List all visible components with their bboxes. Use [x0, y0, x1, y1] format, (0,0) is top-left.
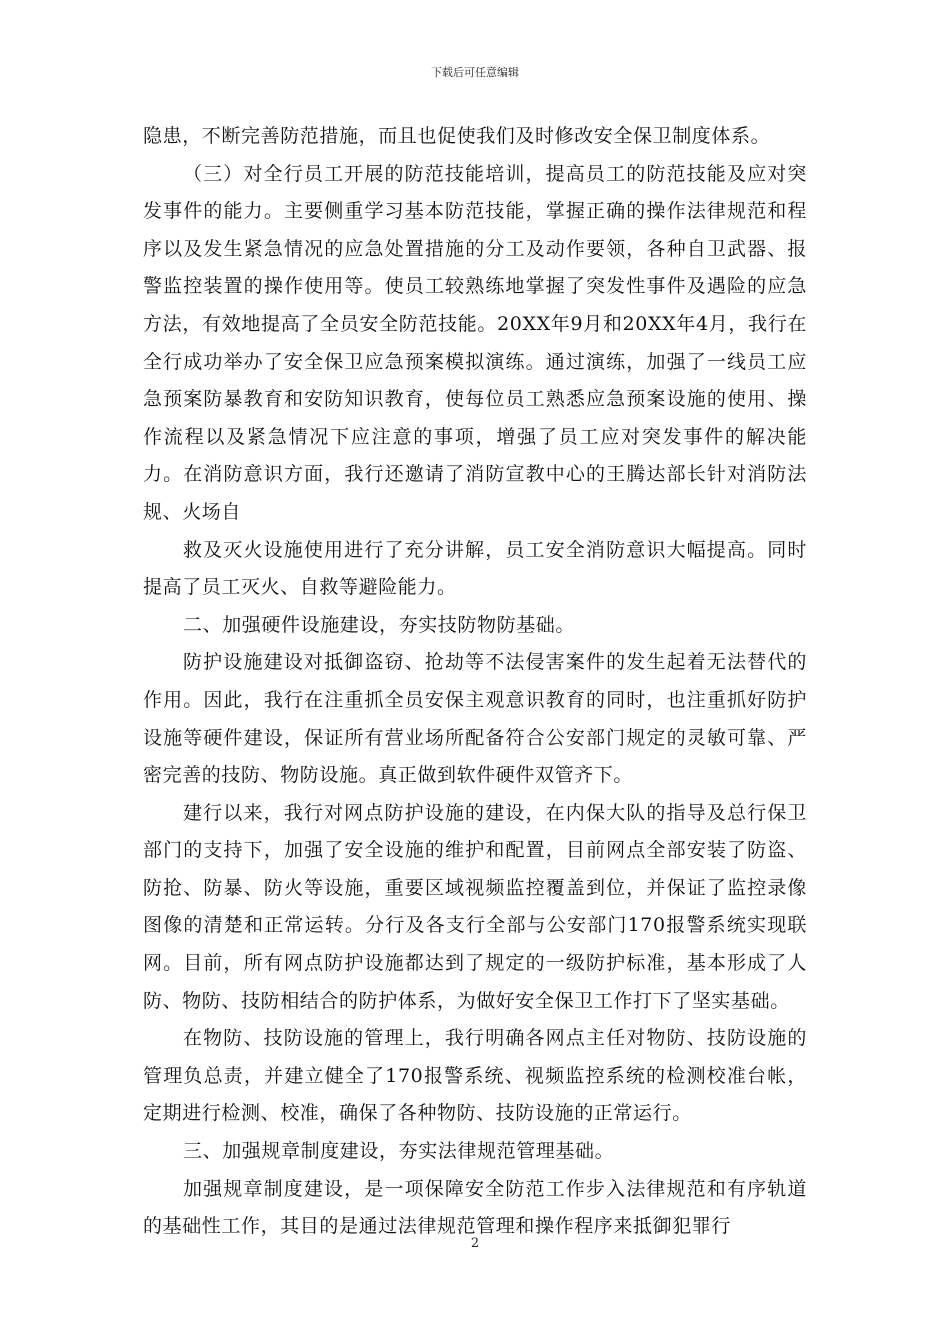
paragraph-5: 建行以来，我行对网点防护设施的建设，在内保大队的指导及总行保卫部门的支持下，加强了安全设施的维护和配置，目前网点全部安装了防盗、防抢、防暴、防火等设施，重要区域视频监控覆盖到位，并保证了监控录像图像的清楚和正常运转。分行及各支行全部与公安部门170报警系统实现联网。目前，所有网点防护设施都达到了规定的一级防护标准，基本形成了人防、物防、技防相结合的防护体系，为做好安全保卫工作打下了坚实基础。 [143, 801, 807, 1012]
page-number: 2 [470, 1236, 480, 1251]
section-heading-3: 三、加强规章制度建设，夯实法律规范管理基础。 [183, 1140, 615, 1163]
paragraph-6: 在物防、技防设施的管理上，我行明确各网点主任对物防、技防设施的管理负总责，并建立健全了170报警系统、视频监控系统的检测校准台帐，定期进行检测、校准，确保了各种物防、技防设施的正常运行。 [143, 1027, 807, 1125]
paragraph-7: 加强规章制度建设，是一项保障安全防范工作步入法律规范和有序轨道的基础性工作，其目的是通过法律规范管理和操作程序来抵御犯罪行 [143, 1177, 807, 1238]
section-heading-2: 二、加强硬件设施建设，夯实技防物防基础。 [183, 613, 576, 636]
paragraph-1: 隐患，不断完善防范措施，而且也促使我们及时修改安全保卫制度体系。 [143, 125, 771, 147]
paragraph-4: 防护设施建设对抵御盗窃、抢劫等不法侵害案件的发生起着无法替代的作用。因此，我行在注重抓全员安保主观意识教育的同时，也注重抓好防护设施等硬件建设，保证所有营业场所配备符合公安部门规定的灵敏可靠、严密完善的技防、物防设施。真正做到软件硬件双管齐下。 [143, 651, 807, 787]
document-body [143, 118, 807, 1246]
paragraph-2: （三）对全行员工开展的防范技能培训，提高员工的防范技能及应对突发事件的能力。主要侧重学习基本防范技能，掌握正确的操作法律规范和程序以及发生紧急情况的应急处置措施的分工及动作要领，各种自卫武器、报警监控装置的操作使用等。使员工较熟练地掌握了突发性事件及遇险的应急方法，有效地提高了全员安全防范技能。20XX年9月和20XX年4月，我行在全行成功举办了安全保卫应急预案模拟演练。通过演练，加强了一线员工应急预案防暴教育和安防知识教育，使每位员工熟悉应急预案设施的使用、操作流程以及紧急情况下应注意的事项，增强了员工应对突发事件的解决能力。在消防意识方面，我行还邀请了消防宣教中心的王腾达部长针对消防法规、火场自 [143, 162, 807, 523]
page-header: 下载后可任意编辑 [431, 66, 519, 79]
paragraph-3: 救及灭火设施使用进行了充分讲解，员工安全消防意识大幅提高。同时提高了员工灭火、自救等避险能力。 [143, 538, 807, 599]
